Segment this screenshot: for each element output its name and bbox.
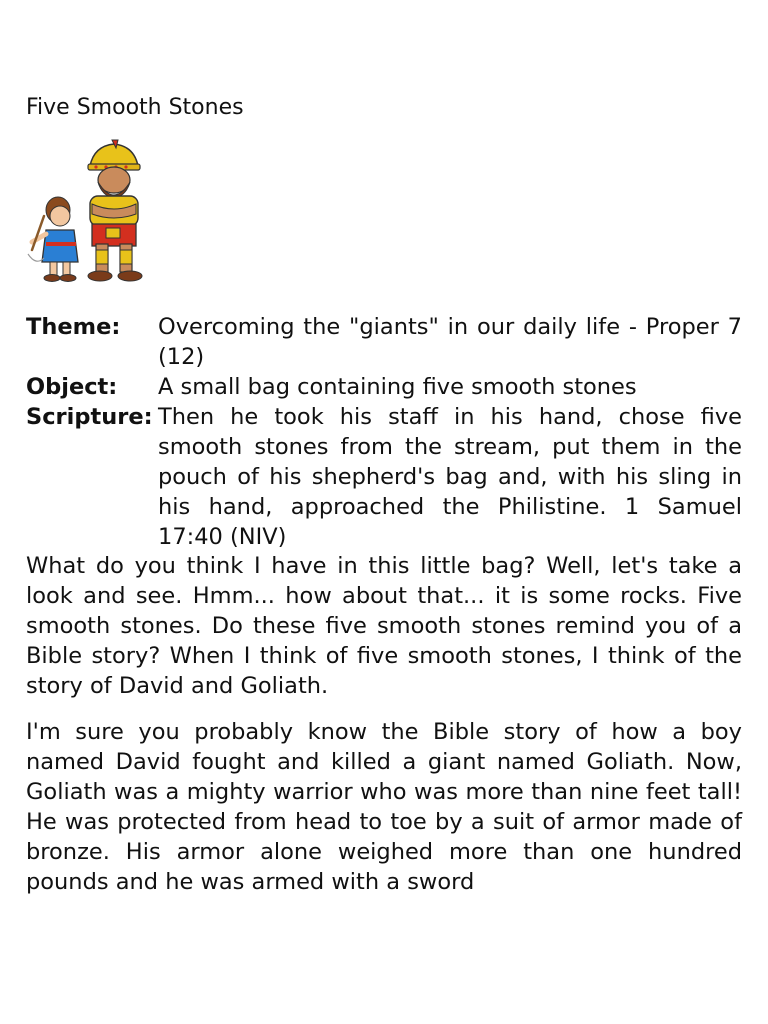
object-row (26, 372, 742, 402)
object-value: A small bag containing five smooth stones (158, 374, 637, 400)
lesson-details (26, 312, 742, 552)
paragraph: I'm sure you probably know the Bible story of how a boy named David fought and killed a giant named Goliath. Now, Goliath was a mighty warrior who was more than nine feet tall! He was protected from head to toe by a suit of armor made of bronze. His armor alone weighed more than one hundred pounds and he was armed with a sword (26, 719, 742, 895)
scripture-row (26, 402, 742, 552)
david-figure (28, 197, 78, 282)
theme-row (26, 312, 742, 372)
page-title: Five Smooth Stones (26, 95, 244, 120)
object-label: Object: (26, 374, 118, 400)
scripture-value: Then he took his staff in his hand, chose five smooth stones from the stream, put them in the pouch of his shepherd's bag and, with his sling in his hand, approached the Philistine. 1 Samuel 17:40 (NIV) (158, 404, 742, 550)
david-and-goliath-illustration (26, 138, 146, 284)
theme-value: Overcoming the "giants" in our daily life - Proper 7 (12) (158, 314, 742, 370)
theme-label: Theme: (26, 314, 121, 340)
scripture-label: Scripture: (26, 404, 153, 430)
lesson-body (26, 551, 742, 913)
goliath-figure (88, 140, 142, 281)
paragraph: What do you think I have in this little bag? Well, let's take a look and see. Hmm... how about that... it is some rocks. Five smooth stones. Do these five smooth stones remind you of a Bible story? When I think of five smooth stones, I think of the story of David and Goliath. (26, 553, 742, 699)
